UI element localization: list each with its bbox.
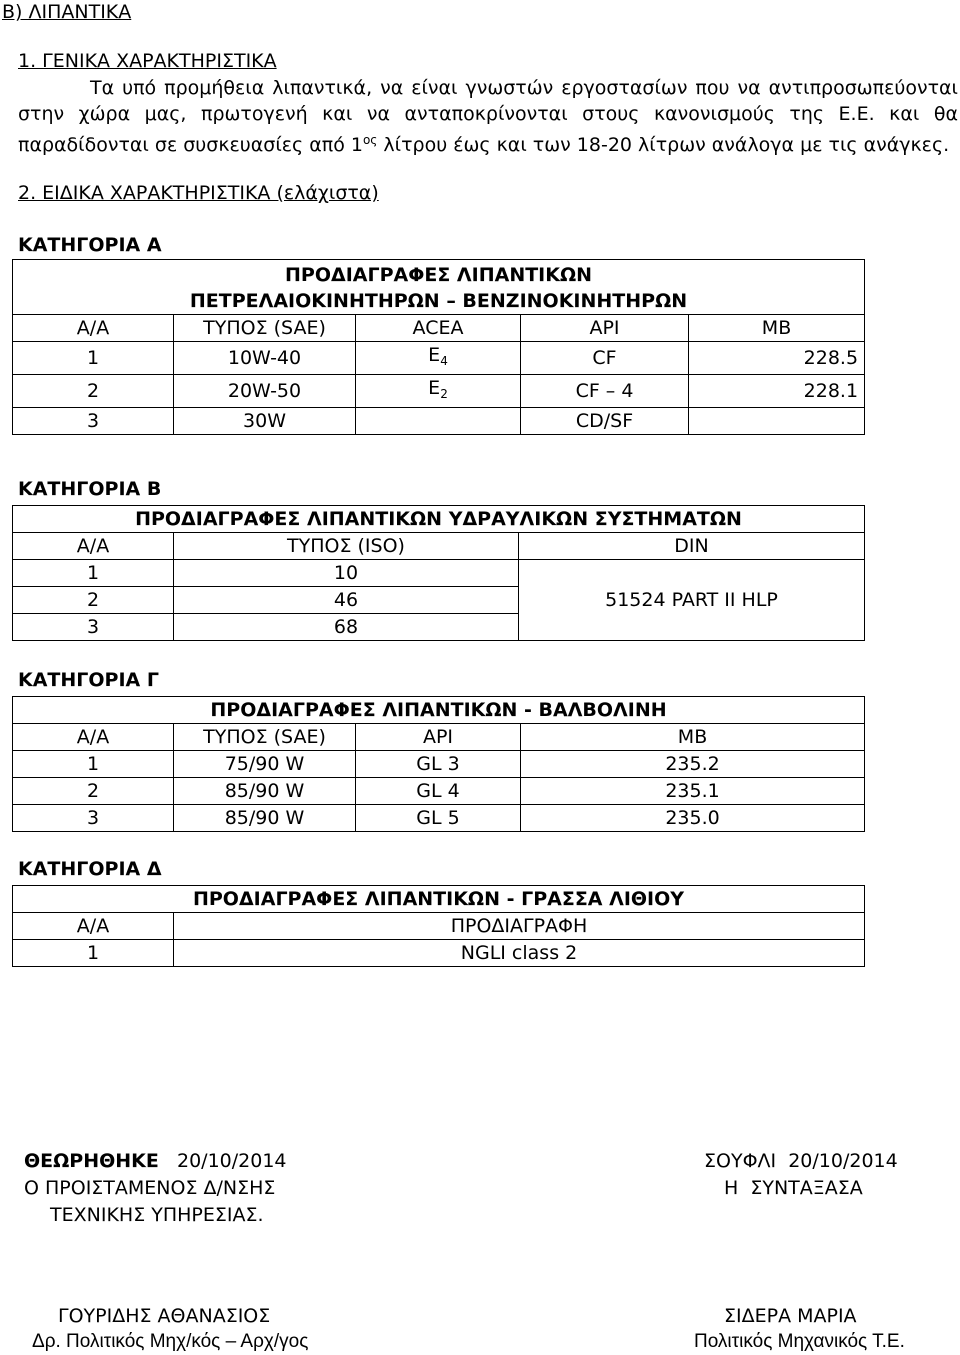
general-paragraph	[18, 75, 958, 158]
cell-spec: NGLI class 2	[174, 940, 865, 967]
table-row	[13, 408, 865, 435]
cell-type: 30W	[174, 408, 356, 435]
cell-api: GL 4	[356, 778, 521, 805]
header-mb: MB	[689, 315, 865, 342]
cell-mb: 235.0	[521, 805, 865, 832]
cell-acea	[356, 342, 521, 375]
header-din: DIN	[519, 533, 865, 560]
cell-api: GL 3	[356, 751, 521, 778]
category-b-label: ΚΑΤΗΓΟΡΙΑ Β	[18, 478, 162, 500]
cell-aa: 3	[13, 805, 174, 832]
header-api: API	[521, 315, 689, 342]
category-c-table	[12, 696, 865, 832]
acea-letter: E	[428, 344, 441, 366]
cell-aa: 2	[13, 587, 174, 614]
general-text-b: λίτρου έως και των 18-20 λίτρων ανάλογα με τις ανάγκες.	[377, 134, 950, 156]
table-row	[13, 940, 865, 967]
cell-aa: 1	[13, 342, 174, 375]
cell-type: 85/90 W	[174, 805, 356, 832]
left-role-line1: Ο ΠΡΟΙΣΤΑΜΕΝΟΣ Δ/ΝΣΗΣ	[24, 1177, 276, 1199]
approved-line	[24, 1150, 287, 1172]
cell-type: 68	[174, 614, 519, 641]
header-aa: Α/Α	[13, 533, 174, 560]
cell-aa: 3	[13, 614, 174, 641]
general-sup: ος	[362, 133, 378, 147]
approved-date: 20/10/2014	[177, 1150, 287, 1172]
general-text-a: Τα υπό προμήθεια λιπαντικά, να είναι γνωστών εργοστασίων που να αντιπροσωπεύονται στην χώρα μας, πρωτογενή και να ανταποκρίνονται στους κανονισμούς της Ε.Ε. και θα παραδίδονται σε συσκευασίες από 1	[18, 77, 958, 156]
cell-type: 10	[174, 560, 519, 587]
header-api: API	[356, 724, 521, 751]
cell-mb: 235.1	[521, 778, 865, 805]
right-place-date	[704, 1150, 898, 1172]
category-a-label: ΚΑΤΗΓΟΡΙΑ Α	[18, 234, 162, 256]
left-signer-name: ΓΟΥΡΙΔΗΣ ΑΘΑΝΑΣΙΟΣ	[58, 1305, 271, 1327]
header-spec: ΠΡΟΔΙΑΓΡΑΦΗ	[174, 913, 865, 940]
right-role: Η ΣΥΝΤΑΞΑΣΑ	[724, 1177, 863, 1199]
table-row	[13, 342, 865, 375]
category-c-label: ΚΑΤΗΓΟΡΙΑ Γ	[18, 669, 159, 691]
left-signer-title: Δρ. Πολιτικός Μηχ/κός – Αρχ/γος	[32, 1331, 309, 1352]
cell-api: CF	[521, 342, 689, 375]
section-title: Β) ΛΙΠΑΝΤΙΚΑ	[2, 1, 132, 23]
approved-label: ΘΕΩΡΗΘΗΚΕ	[24, 1150, 159, 1172]
cell-acea	[356, 408, 521, 435]
header-type: ΤΥΠΟΣ (SAE)	[174, 315, 356, 342]
cell-type: 75/90 W	[174, 751, 356, 778]
category-a-title-line2: ΠΕΤΡΕΛΑΙΟΚΙΝΗΤΗΡΩΝ – ΒΕΝΖΙΝΟΚΙΝΗΤΗΡΩΝ	[189, 290, 688, 312]
category-d-title: ΠΡΟΔΙΑΓΡΑΦΕΣ ΛΙΠΑΝΤΙΚΩΝ - ΓΡΑΣΣΑ ΛΙΘΙΟΥ	[13, 886, 865, 913]
header-aa: Α/Α	[13, 913, 174, 940]
table-title-row	[13, 260, 865, 315]
cell-type: 10W-40	[174, 342, 356, 375]
cell-acea	[356, 375, 521, 408]
header-aa: Α/Α	[13, 315, 174, 342]
acea-sub: 2	[440, 387, 448, 401]
category-d-label: ΚΑΤΗΓΟΡΙΑ Δ	[18, 858, 162, 880]
cell-type: 85/90 W	[174, 778, 356, 805]
category-d-table	[12, 885, 865, 967]
table-title-row	[13, 697, 865, 724]
left-role-line2: ΤΕΧΝΙΚΗΣ ΥΠΗΡΕΣΙΑΣ.	[50, 1204, 264, 1226]
table-row	[13, 375, 865, 408]
cell-aa: 3	[13, 408, 174, 435]
table-row	[13, 778, 865, 805]
header-type: ΤΥΠΟΣ (ISO)	[174, 533, 519, 560]
header-acea: ACEA	[356, 315, 521, 342]
special-heading: 2. ΕΙΔΙΚΑ ΧΑΡΑΚΤΗΡΙΣΤΙΚΑ (ελάχιστα)	[18, 182, 379, 204]
general-heading: 1. ΓΕΝΙΚΑ ΧΑΡΑΚΤΗΡΙΣΤΙΚΑ	[18, 50, 277, 72]
cell-type: 46	[174, 587, 519, 614]
cell-mb	[689, 408, 865, 435]
cell-din: 51524 PART II HLP	[519, 560, 865, 641]
table-title-row	[13, 886, 865, 913]
table-header-row	[13, 913, 865, 940]
cell-aa: 1	[13, 751, 174, 778]
right-signer-title: Πολιτικός Μηχανικός Τ.Ε.	[694, 1331, 905, 1352]
acea-sub: 4	[440, 354, 448, 368]
cell-api: CF – 4	[521, 375, 689, 408]
table-header-row	[13, 533, 865, 560]
cell-aa: 2	[13, 778, 174, 805]
table-title-row	[13, 506, 865, 533]
cell-aa: 2	[13, 375, 174, 408]
cell-aa: 1	[13, 560, 174, 587]
table-row	[13, 560, 865, 587]
category-a-title-line1: ΠΡΟΔΙΑΓΡΑΦΕΣ ΛΙΠΑΝΤΙΚΩΝ	[285, 264, 593, 286]
table-row	[13, 805, 865, 832]
right-date: 20/10/2014	[788, 1150, 898, 1172]
header-type: ΤΥΠΟΣ (SAE)	[174, 724, 356, 751]
cell-mb: 228.1	[689, 375, 865, 408]
category-a-table	[12, 259, 865, 435]
category-b-table	[12, 505, 865, 641]
acea-letter: E	[428, 377, 441, 399]
cell-mb: 235.2	[521, 751, 865, 778]
header-mb: MB	[521, 724, 865, 751]
cell-api: CD/SF	[521, 408, 689, 435]
category-c-title: ΠΡΟΔΙΑΓΡΑΦΕΣ ΛΙΠΑΝΤΙΚΩΝ - ΒΑΛΒΟΛΙΝΗ	[13, 697, 865, 724]
category-b-title: ΠΡΟΔΙΑΓΡΑΦΕΣ ΛΙΠΑΝΤΙΚΩΝ ΥΔΡΑΥΛΙΚΩΝ ΣΥΣΤΗΜΑΤΩΝ	[13, 506, 865, 533]
right-signer-name: ΣΙΔΕΡΑ ΜΑΡΙΑ	[724, 1305, 857, 1327]
cell-mb: 228.5	[689, 342, 865, 375]
right-place: ΣΟΥΦΛΙ	[704, 1150, 777, 1172]
cell-api: GL 5	[356, 805, 521, 832]
table-header-row	[13, 315, 865, 342]
table-header-row	[13, 724, 865, 751]
header-aa: Α/Α	[13, 724, 174, 751]
cell-aa: 1	[13, 940, 174, 967]
category-a-title	[13, 260, 865, 315]
table-row	[13, 751, 865, 778]
cell-type: 20W-50	[174, 375, 356, 408]
